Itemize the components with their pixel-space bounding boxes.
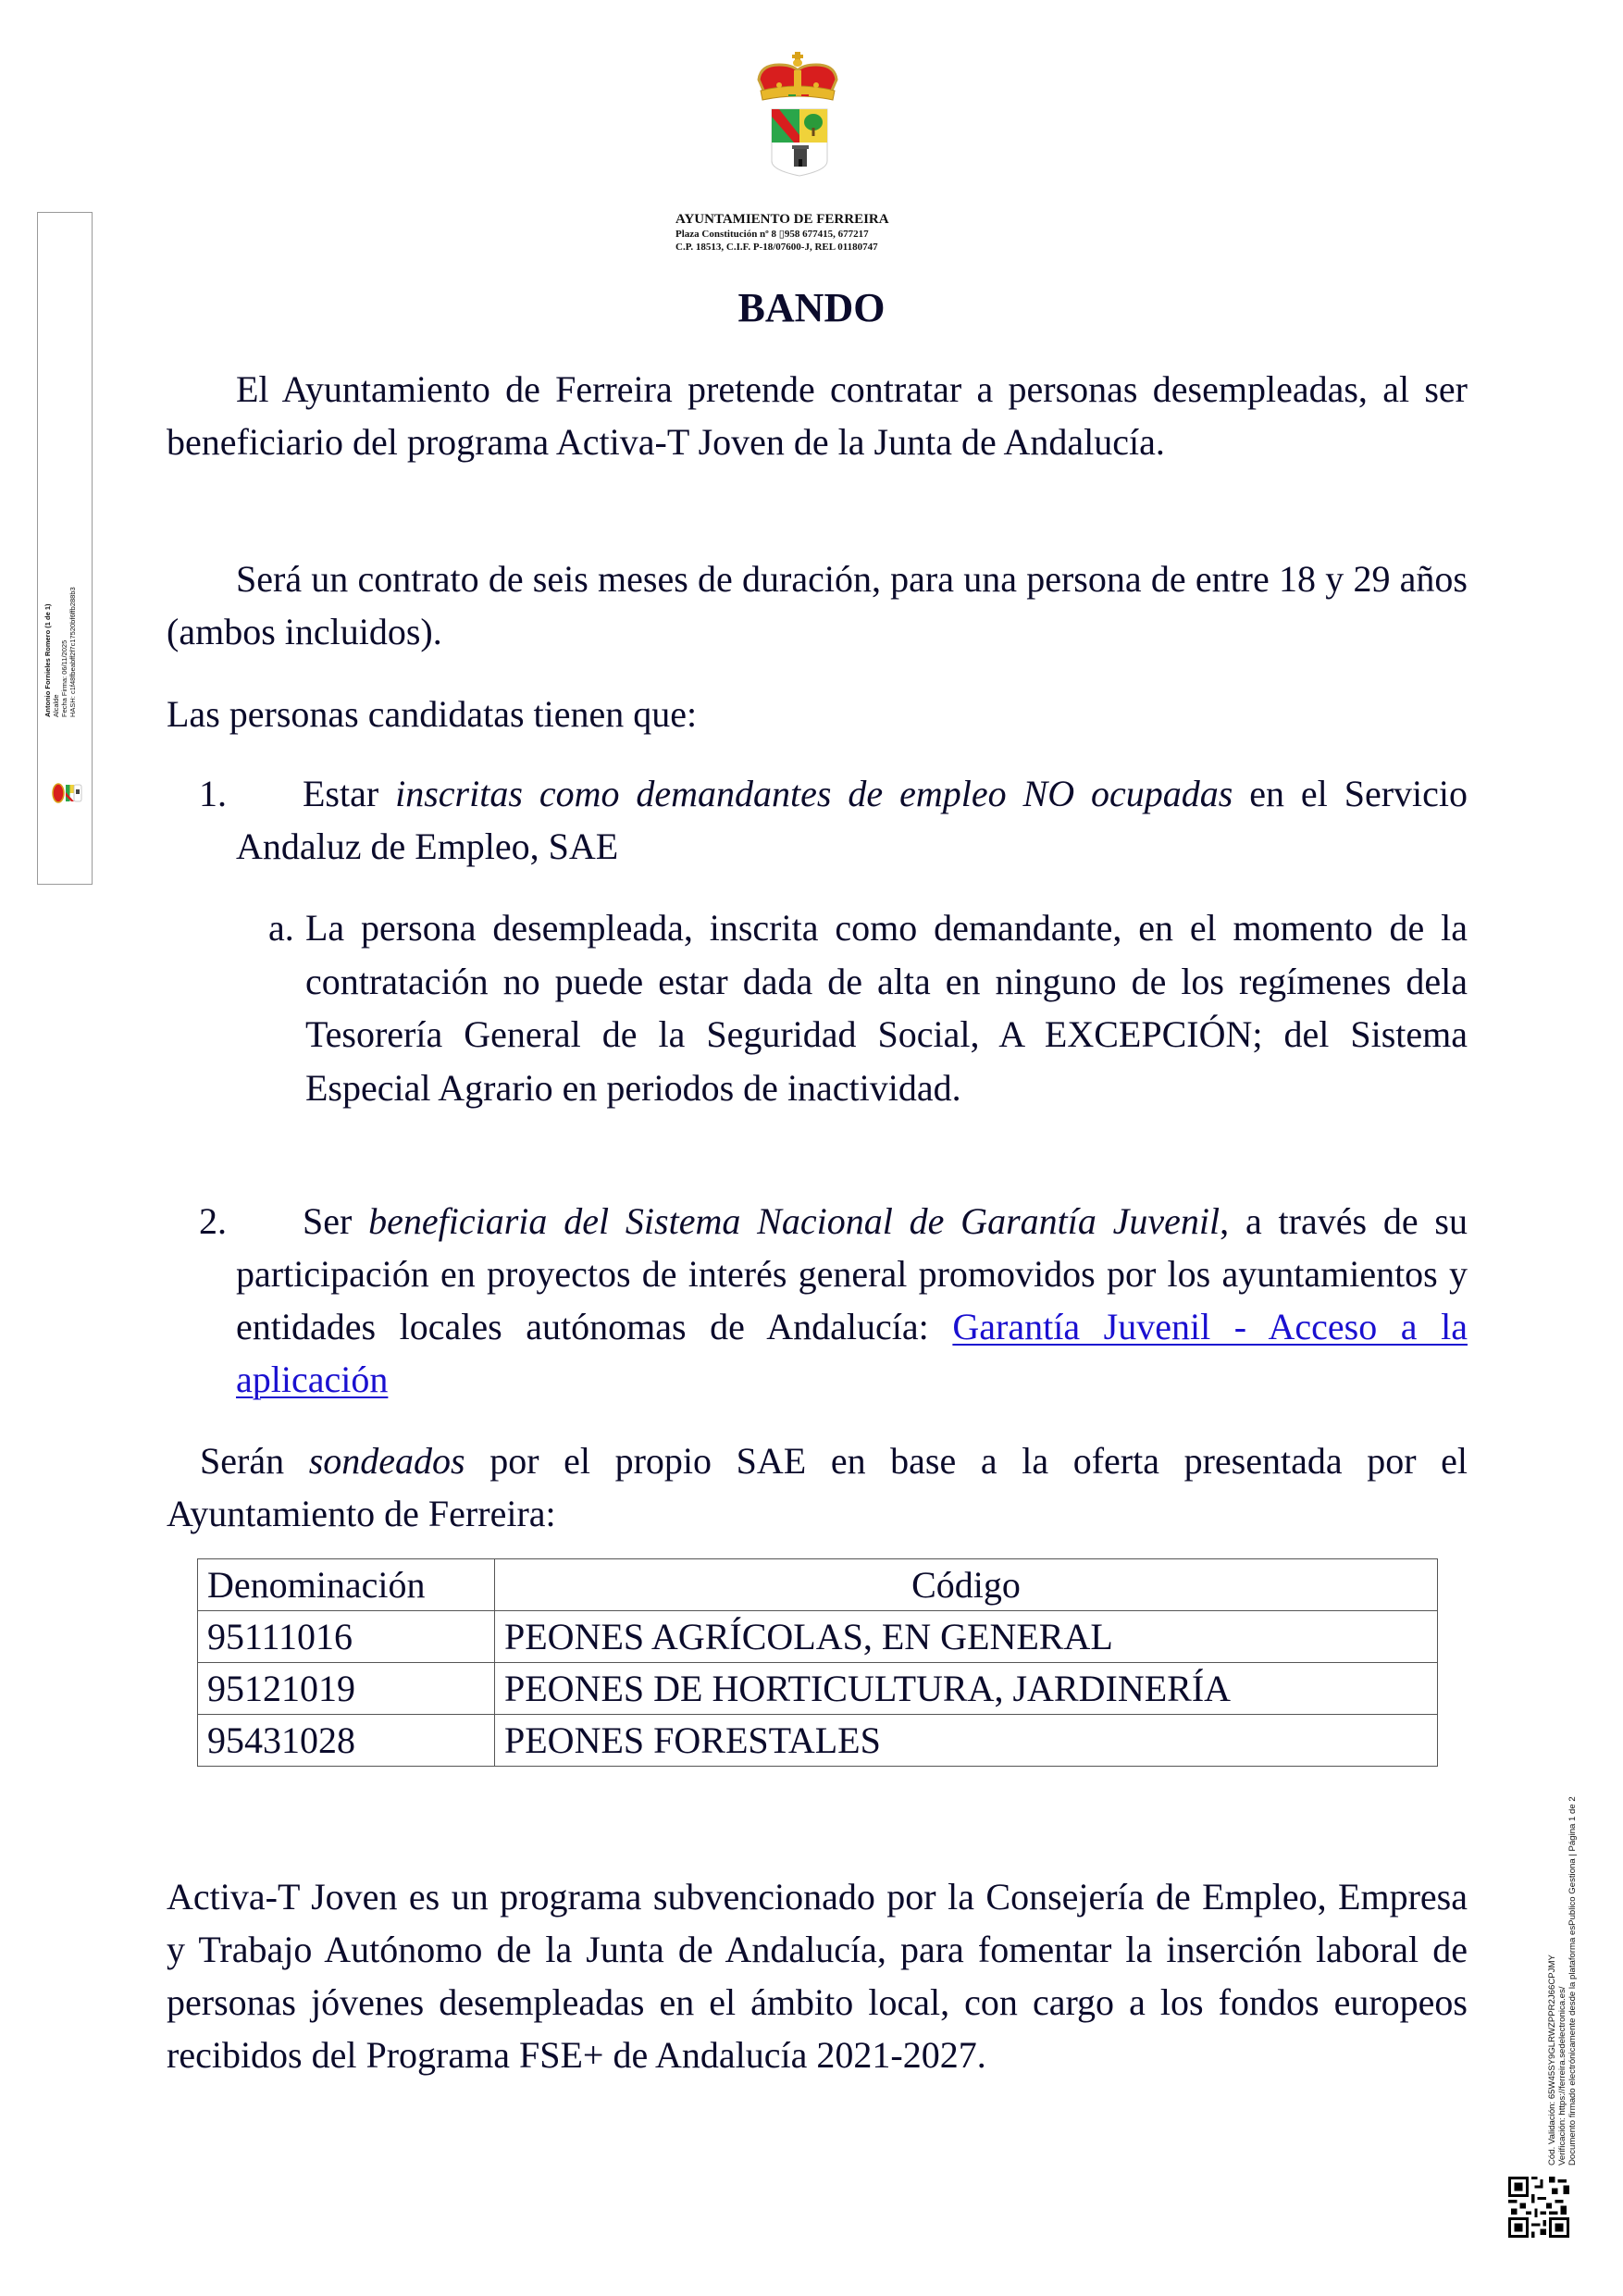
column-header-codigo: Código (495, 1559, 1438, 1611)
list-letter: a. (268, 907, 294, 949)
row-code: 95121019 (198, 1663, 495, 1715)
id-line: C.P. 18513, C.I.F. P-18/07600-J, REL 01180747 (675, 242, 878, 253)
requirement-subitem-a (268, 901, 1468, 1114)
signature-seal-icon (51, 779, 84, 807)
column-header-denominacion: Denominación (198, 1559, 495, 1611)
requirement-item-1 (199, 767, 1468, 873)
candidates-intro: Las personas candidatas tienen que: (167, 693, 698, 735)
signature-platform-note: Documento firmado electrónicamente desde la plataforma esPublico Gestiona | Página 1 de 2 (1567, 1796, 1578, 2166)
coat-of-arms-logo (751, 52, 844, 178)
row-code: 95111016 (198, 1611, 495, 1663)
requirement-item-2 (199, 1195, 1468, 1406)
requirement-lead: Estar (303, 773, 396, 814)
list-number: 2. (199, 1200, 227, 1242)
table-row (198, 1715, 1438, 1767)
survey-tail: por el propio SAE en base a la oferta presentada por el Ayuntamiento de Ferreira: (167, 1440, 1468, 1534)
row-description: PEONES FORESTALES (495, 1715, 1438, 1767)
qr-code-icon[interactable] (1508, 2177, 1569, 2238)
closing-paragraph: Activa-T Joven es un programa subvencionado por la Consejería de Empleo, Empresa y Trabajo Autónomo de la Junta de Andalucía, para fomentar la inserción laboral de personas jóvenes desempleadas en el ámbito local, con cargo a los fondos europeos recibidos del Programa FSE+ de Andalucía 2021-2027. (167, 1876, 1468, 2076)
signature-hash: HASH: c1f48fbeabff2f7c17520bf6ffb288b3 (68, 587, 77, 717)
signer-name: Antonio Fornieles Romero (1 de 1) (43, 603, 52, 717)
organization-name: AYUNTAMIENTO DE FERREIRA (675, 212, 889, 227)
survey-emphasis: sondeados (308, 1440, 465, 1482)
survey-lead: Serán (200, 1440, 309, 1482)
table-row (198, 1663, 1438, 1715)
shield-icon (772, 109, 827, 176)
contract-paragraph: Será un contrato de seis meses de duración, para una persona de entre 18 y 29 años (ambos incluidos). (167, 558, 1468, 652)
signer-role: Alcalde (52, 694, 60, 717)
signature-date: Fecha Firma: 06/11/2025 (60, 639, 68, 717)
table-row (198, 1611, 1438, 1663)
intro-paragraph: El Ayuntamiento de Ferreira pretende contratar a personas desempleadas, al ser beneficiario del programa Activa-T Joven de la Junta de Andalucía. (167, 368, 1468, 463)
validation-code: Cód. Validación: 65W45SY9GLRWZPPR2J66CPJMY (1547, 1955, 1557, 2166)
requirement-tail: en el Servicio Andaluz de Empleo, SAE (236, 773, 1468, 867)
requirement-emphasis: beneficiaria del Sistema Nacional de Garantía Juvenil (368, 1200, 1220, 1242)
row-description: PEONES AGRÍCOLAS, EN GENERAL (495, 1611, 1438, 1663)
subitem-text: La persona desempleada, inscrita como demandante, en el momento de la contratación no puede estar dada de alta en ninguno de los regímenes dela Tesorería General de la Seguridad Social, A EXCEPCIÓN; del Sistema Especial Agrario en periodos de inactividad. (305, 907, 1468, 1109)
letterhead (675, 211, 1046, 254)
table-header-row (198, 1559, 1438, 1611)
row-description: PEONES DE HORTICULTURA, JARDINERÍA (495, 1663, 1438, 1715)
document-title: BANDO (737, 285, 886, 330)
signature-details (43, 587, 77, 717)
list-number: 1. (199, 773, 227, 814)
requirement-emphasis: inscritas como demandantes de empleo NO ocupadas (395, 773, 1233, 814)
verification-details (1547, 1796, 1578, 2166)
garantia-juvenil-link[interactable]: Garantía Juvenil - Acceso a la aplicación (236, 1306, 1468, 1400)
requirement-lead: Ser (303, 1200, 369, 1242)
row-code: 95431028 (198, 1715, 495, 1767)
crown-icon (759, 52, 836, 100)
survey-paragraph (167, 1434, 1468, 1540)
occupation-codes-table (197, 1558, 1438, 1767)
requirement-tail: , a través de su participación en proyectos de interés general promovidos por los ayuntamientos y entidades locales autónomas de Andalucía: (236, 1200, 1468, 1347)
verification-url[interactable]: Verificación: https://ferreira.sedelectronica.es/ (1557, 1986, 1567, 2166)
address-line: Plaza Constitución nº 8 ▯958 677415, 677217 (675, 229, 869, 240)
